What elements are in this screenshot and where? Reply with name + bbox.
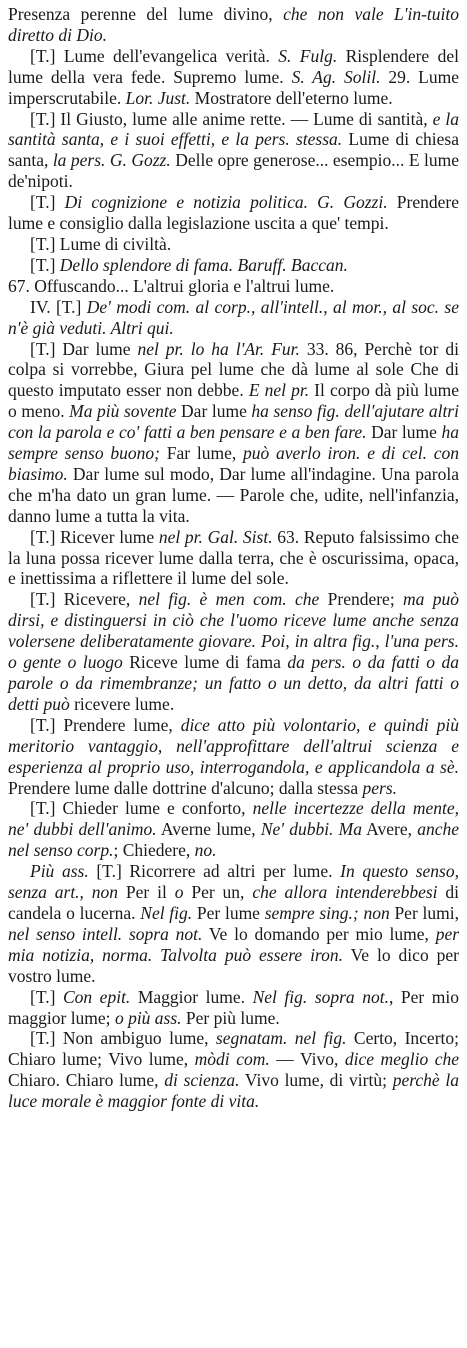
italic-run: ha senso fig. dell'ajutare altri con la parola e co' fatti a ben pensare e a ben fare. xyxy=(8,401,459,443)
text-run: [T.] Lume di civiltà. xyxy=(30,233,172,254)
text-run: ricevere lume. xyxy=(69,693,175,714)
text-run: [T.] Prendere lume, xyxy=(30,714,181,735)
text-run: Avere, xyxy=(361,819,418,840)
text-run: ; Chiedere, xyxy=(113,840,195,861)
italic-run: In questo senso, senza art., non xyxy=(8,861,459,903)
italic-run: per mia notizia, norma. Talvolta può essere iron. xyxy=(8,923,460,965)
text-run: Ve lo domando per mio lume, xyxy=(202,923,436,944)
dictionary-paragraph xyxy=(8,798,459,861)
italic-run: anche nel senso corp. xyxy=(8,819,459,861)
italic-run: dice atto più volontario, e quindi più meritorio vantaggio, nell'approfittare dell'altrui scienza e esperienza al proprio uso, interrogandola, e applicandola a sè. xyxy=(8,714,459,777)
text-run: 67. Offuscando... L'altrui gloria e l'altrui lume. xyxy=(8,275,335,296)
italic-run: nel senso intell. sopra not. xyxy=(8,923,203,944)
dictionary-paragraph xyxy=(8,4,459,46)
dictionary-paragraph xyxy=(8,987,459,1029)
italic-run: Più ass. xyxy=(30,861,89,882)
dictionary-paragraph xyxy=(8,276,459,297)
dictionary-paragraph xyxy=(8,46,459,109)
text-run: [T.] Dar lume xyxy=(30,338,138,359)
text-run: Prendere; xyxy=(319,589,404,610)
dictionary-paragraph xyxy=(8,192,459,234)
italic-run: E nel pr. xyxy=(248,380,310,401)
text-run: Prendere lume e consiglio dalla legislazione uscita a que' tempi. xyxy=(8,192,459,234)
italic-run: S. Ag. Solil. xyxy=(291,66,381,87)
italic-run: dice meglio che xyxy=(344,1049,460,1070)
dictionary-paragraph xyxy=(8,589,459,714)
italic-run: da pers. o da fatti o da parole o da rimembranze; un fatto o un detto, da altri fatti o detti può xyxy=(8,652,459,714)
italic-run: segnatam. nel fig. xyxy=(215,1028,347,1049)
italic-run: nel pr. Gal. Sist. xyxy=(158,526,273,547)
text-run: Per il xyxy=(118,882,175,903)
italic-run: Ne' dubbi. Ma xyxy=(260,819,362,840)
text-run: Far lume, xyxy=(159,443,243,464)
dictionary-paragraph xyxy=(8,234,459,255)
text-run: 33. 86, Perchè tor di colpa si vorrebbe, Giura pel lume che dà lume al sole Che di questo imputato esser non debbe. xyxy=(8,338,459,401)
italic-run: ma può dirsi, e distinguersi in ciò che l'uomo riceve lume anche senza volersene deliberatamente giovare. Poi, in altra fig., l'una pers. o gente o luogo xyxy=(8,589,460,673)
italic-run: Ma più sovente xyxy=(69,401,177,422)
italic-run: può averlo iron. e di cel. con biasimo. xyxy=(8,443,459,484)
text-run: Certo, Incerto; Chiaro lume; Vivo lume, xyxy=(8,1028,460,1070)
dictionary-paragraph xyxy=(8,297,459,339)
text-run: — Vivo, xyxy=(269,1049,345,1070)
text-run: [T.] xyxy=(30,986,63,1007)
dictionary-paragraph xyxy=(8,339,459,527)
text-run: , Per mio maggior lume; xyxy=(8,986,459,1028)
italic-run: perchè la luce morale è maggior fonte di vita. xyxy=(8,1070,459,1112)
text-run: Per più lume. xyxy=(181,1007,280,1028)
text-run: [T.] Il Giusto, lume alle anime rette. — Lume di santità, xyxy=(30,108,433,129)
text-run: Lume di chiesa santa, xyxy=(8,129,460,171)
text-run: IV. [T.] xyxy=(30,296,87,317)
text-run: Mostratore dell'eterno lume. xyxy=(190,87,393,108)
text-run: Per un, xyxy=(183,882,253,903)
text-run: Averne lume, xyxy=(156,819,261,840)
text-run: Per lume xyxy=(192,902,265,923)
italic-run: pers. xyxy=(362,777,398,798)
italic-run: sempre sing.; non xyxy=(264,902,390,923)
dictionary-paragraph xyxy=(8,255,459,276)
italic-run: o più ass. xyxy=(114,1007,182,1028)
dictionary-paragraph xyxy=(8,861,459,986)
text-run: [T.] Lume dell'evangelica verità. xyxy=(30,45,279,66)
text-run: 63. Reputo falsissimo che la luna possa ricever lume dalla terra, che è oscurissima, opaca, e inettissima a riflettere il lume del sole. xyxy=(8,526,460,589)
italic-run: la pers. G. Gozz. xyxy=(52,150,171,171)
italic-run: Nel fig. xyxy=(140,902,193,923)
text-run: Delle opre generose... esempio... E lume de'nipoti. xyxy=(8,150,459,192)
text-run: Dar lume xyxy=(176,401,252,422)
dictionary-paragraph xyxy=(8,109,459,193)
text-run: Prendere lume dalle dottrine d'alcuno; dalla stessa xyxy=(8,777,363,798)
dictionary-paragraph xyxy=(8,715,459,799)
italic-run: S. Fulg. xyxy=(278,45,338,66)
italic-run: che allora intenderebbesi xyxy=(252,882,438,903)
text-run: Vivo lume, di virtù; xyxy=(239,1070,393,1091)
italic-run: Nel fig. sopra not. xyxy=(252,986,389,1007)
text-run: Ve lo dico per vostro lume. xyxy=(8,944,459,986)
italic-run: Lor. Just. xyxy=(125,87,191,108)
text-run: di candela o lucerna. xyxy=(8,882,459,923)
dictionary-paragraph xyxy=(8,1028,459,1112)
italic-run: Con epit. xyxy=(62,986,131,1007)
text-run: [T.] Ricevere, xyxy=(30,589,139,610)
text-run: [T.] Chieder lume e conforto, xyxy=(30,798,253,819)
italic-run: e la santità santa, e i suoi effetti, e la pers. stessa. xyxy=(8,108,459,150)
text-run: [T.] Non ambiguo lume, xyxy=(30,1028,216,1049)
italic-run: De' modi com. al corp., all'intell., al mor., al soc. se n'è già veduti. Altri qui. xyxy=(8,296,459,338)
text-run: [T.] xyxy=(30,254,60,275)
italic-run: o xyxy=(174,882,184,903)
text-run: Presenza perenne del lume divino, xyxy=(8,4,284,24)
text-run: [T.] xyxy=(30,192,65,213)
text-run: Dar lume xyxy=(366,422,442,443)
italic-run: no. xyxy=(194,840,217,861)
text-run: Dar lume sul modo, Dar lume all'indagine. Una parola che m'ha dato un gran lume. — Parole che, udite, nell'infanzia, danno lume a tutta la vita. xyxy=(8,463,459,526)
text-run: 29. Lume imperscrutabile. xyxy=(8,66,460,108)
text-run: Il corpo dà più lume o meno. xyxy=(8,380,459,422)
text-run: [T.] Ricorrere ad altri per lume. xyxy=(88,861,341,882)
italic-run: ha sempre senso buono; xyxy=(8,422,459,464)
text-run: [T.] Ricever lume xyxy=(30,526,159,547)
text-run: Risplendere del lume della vera fede. Supremo lume. xyxy=(8,45,459,87)
text-run: Maggior lume. xyxy=(130,986,253,1007)
text-run: Riceve lume di fama xyxy=(122,652,288,673)
italic-run: di scienza. xyxy=(164,1070,240,1091)
italic-run: nelle incertezze della mente, ne' dubbi dell'animo. xyxy=(8,798,459,840)
italic-run: Dello splendore di fama. Baruff. Baccan. xyxy=(59,254,348,275)
italic-run: nel pr. lo ha l'Ar. Fur. xyxy=(137,338,300,359)
italic-run: mòdi com. xyxy=(194,1049,270,1070)
dictionary-paragraph xyxy=(8,527,459,590)
text-run: Per lumi, xyxy=(389,902,459,923)
italic-run: Di cognizione e notizia politica. G. Gozzi. xyxy=(64,192,388,213)
italic-run: che non vale L'in-tuito diretto di Dio. xyxy=(8,4,460,45)
italic-run: nel fig. è men com. che xyxy=(138,589,320,610)
text-run: Chiaro. Chiaro lume, xyxy=(8,1070,165,1091)
